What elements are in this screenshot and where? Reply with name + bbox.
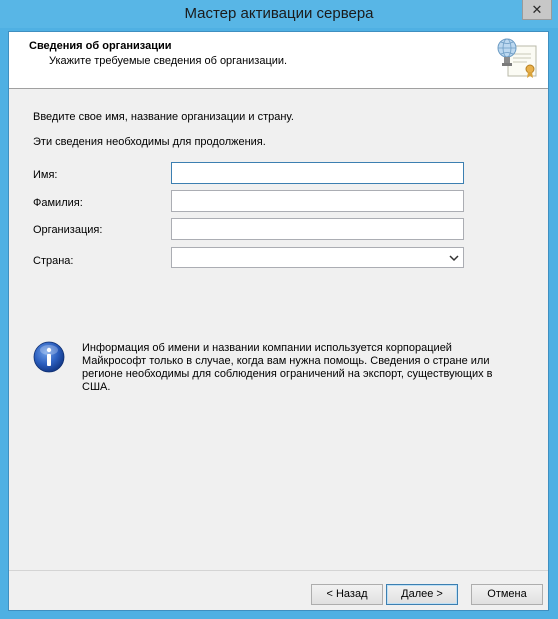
wizard-client-area bbox=[8, 31, 549, 611]
intro-line-2: Эти сведения необходимы для продолжения. bbox=[33, 136, 266, 148]
close-icon: ✕ bbox=[531, 1, 543, 17]
back-button[interactable]: < Назад bbox=[311, 584, 383, 605]
last-name-input[interactable] bbox=[171, 190, 464, 212]
last-name-label: Фамилия: bbox=[33, 197, 83, 209]
info-icon bbox=[33, 341, 65, 373]
country-label: Страна: bbox=[33, 255, 74, 267]
certificate-globe-icon bbox=[494, 36, 540, 82]
first-name-input[interactable] bbox=[171, 162, 464, 184]
chevron-down-icon bbox=[448, 252, 460, 264]
title-bar[interactable] bbox=[0, 0, 558, 28]
next-button[interactable]: Далее > bbox=[386, 584, 458, 605]
first-name-label: Имя: bbox=[33, 169, 58, 181]
cancel-button[interactable]: Отмена bbox=[471, 584, 543, 605]
footer-divider bbox=[9, 570, 548, 571]
page-subtitle: Укажите требуемые сведения об организации. bbox=[49, 55, 288, 67]
organization-input[interactable] bbox=[171, 218, 464, 240]
info-message: Информация об имени и названии компании используется корпорацией Майкрософт только в случае, когда вам нужна помощь. Сведения о стране или регионе необходимы для соблюдения ограничений на экспорт, существующих в США. bbox=[82, 342, 493, 393]
intro-line-1: Введите свое имя, название организации и страну. bbox=[33, 111, 294, 123]
country-select[interactable] bbox=[171, 247, 464, 268]
window-title: Мастер активации сервера bbox=[184, 5, 374, 22]
close-button[interactable] bbox=[522, 0, 552, 20]
page-title: Сведения об организации bbox=[29, 40, 172, 52]
organization-label: Организация: bbox=[33, 224, 103, 236]
wizard-header bbox=[9, 32, 548, 89]
